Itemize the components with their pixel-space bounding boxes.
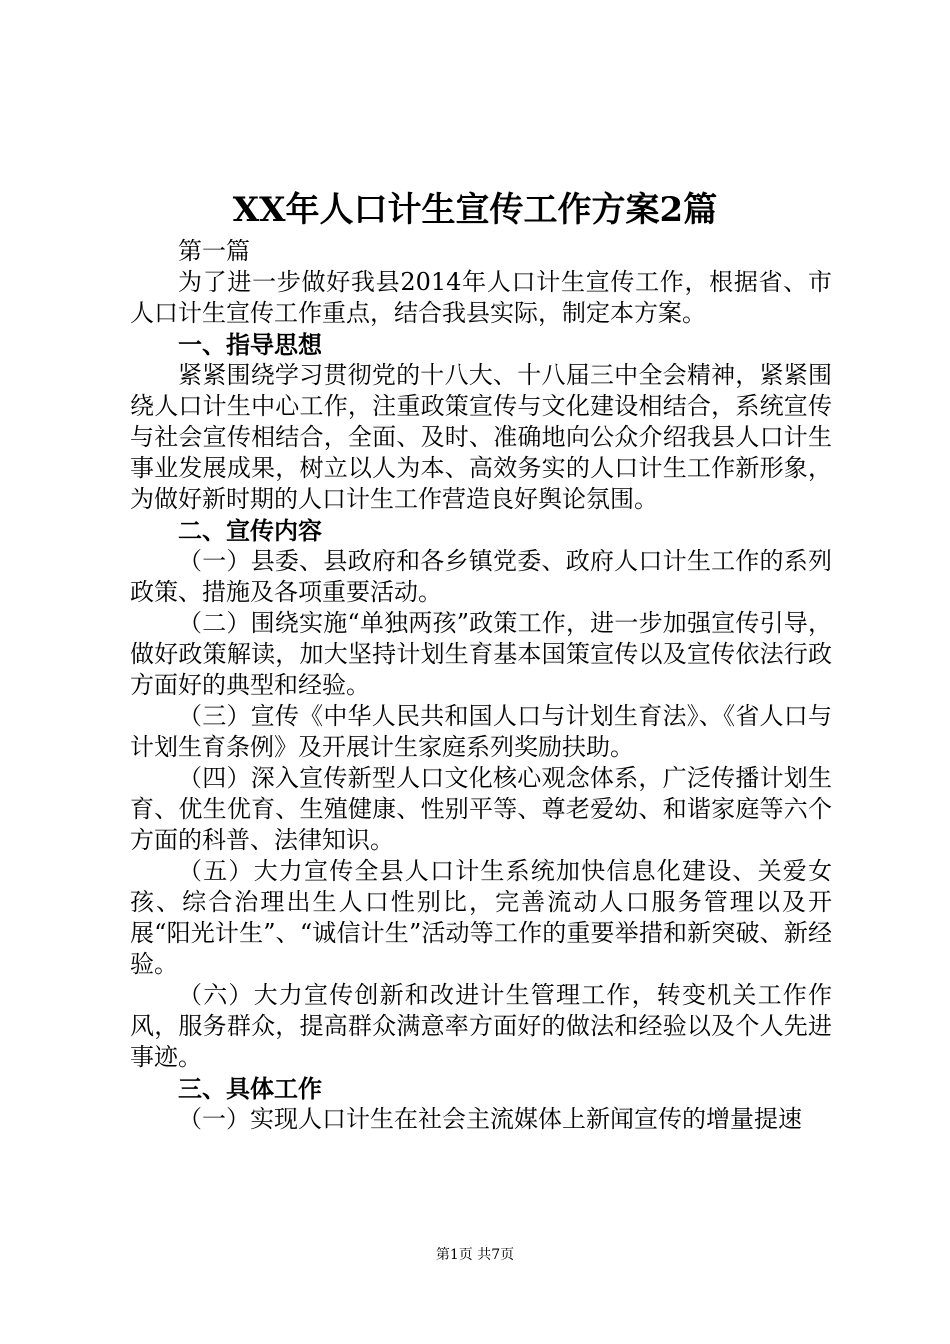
section-heading: 三、具体工作 <box>178 1074 322 1103</box>
paragraph: （二）围绕实施“单独两孩”政策工作，进一步加强宣传引导，做好政策解读，加大坚持计划生育基本国策宣传以及宣传依法行政方面好的典型和经验。 <box>130 609 832 699</box>
document-body <box>130 236 832 1135</box>
section-heading: 一、指导思想 <box>178 330 322 359</box>
paragraph: （一）县委、县政府和各乡镇党委、政府人口计生工作的系列政策、措施及各项重要活动。 <box>130 547 832 606</box>
paragraph: （三）宣传《中华人民共和国人口与计划生育法》、《省人口与计划生育条例》及开展计生家庭系列奖励扶助。 <box>130 702 832 761</box>
paragraph: （六）大力宣传创新和改进计生管理工作，转变机关工作作风，服务群众，提高群众满意率方面好的做法和经验以及个人先进事迹。 <box>130 981 832 1071</box>
paragraph: 为了进一步做好我县2014年人口计生宣传工作，根据省、市人口计生宣传工作重点，结合我县实际，制定本方案。 <box>130 268 832 327</box>
paragraph: （一）实现人口计生在社会主流媒体上新闻宣传的增量提速 <box>178 1105 802 1133</box>
section-heading: 二、宣传内容 <box>178 516 322 545</box>
paragraph: 紧紧围绕学习贯彻党的十八大、十八届三中全会精神，紧紧围绕人口计生中心工作，注重政策宣传与文化建设相结合，系统宣传与社会宣传相结合，全面、及时、准确地向公众介绍我县人口计生事业发展成果，树立以人为本、高效务实的人口计生工作新形象，为做好新时期的人口计生工作营造良好舆论氛围。 <box>130 361 832 513</box>
document-title: XX年人口计生宣传工作方案2篇 <box>232 190 718 230</box>
paragraph: （五）大力宣传全县人口计生系统加快信息化建设、关爱女孩、综合治理出生人口性别比，完善流动人口服务管理以及开展“阳光计生”、“诚信计生”活动等工作的重要举措和新突破、新经验。 <box>130 857 832 978</box>
page-footer: 第1页 共7页 <box>435 1247 515 1263</box>
section-label: 第一篇 <box>178 237 250 265</box>
paragraph: （四）深入宣传新型人口文化核心观念体系，广泛传播计划生育、优生优育、生殖健康、性别平等、尊老爱幼、和谐家庭等六个方面的科普、法律知识。 <box>130 764 832 854</box>
